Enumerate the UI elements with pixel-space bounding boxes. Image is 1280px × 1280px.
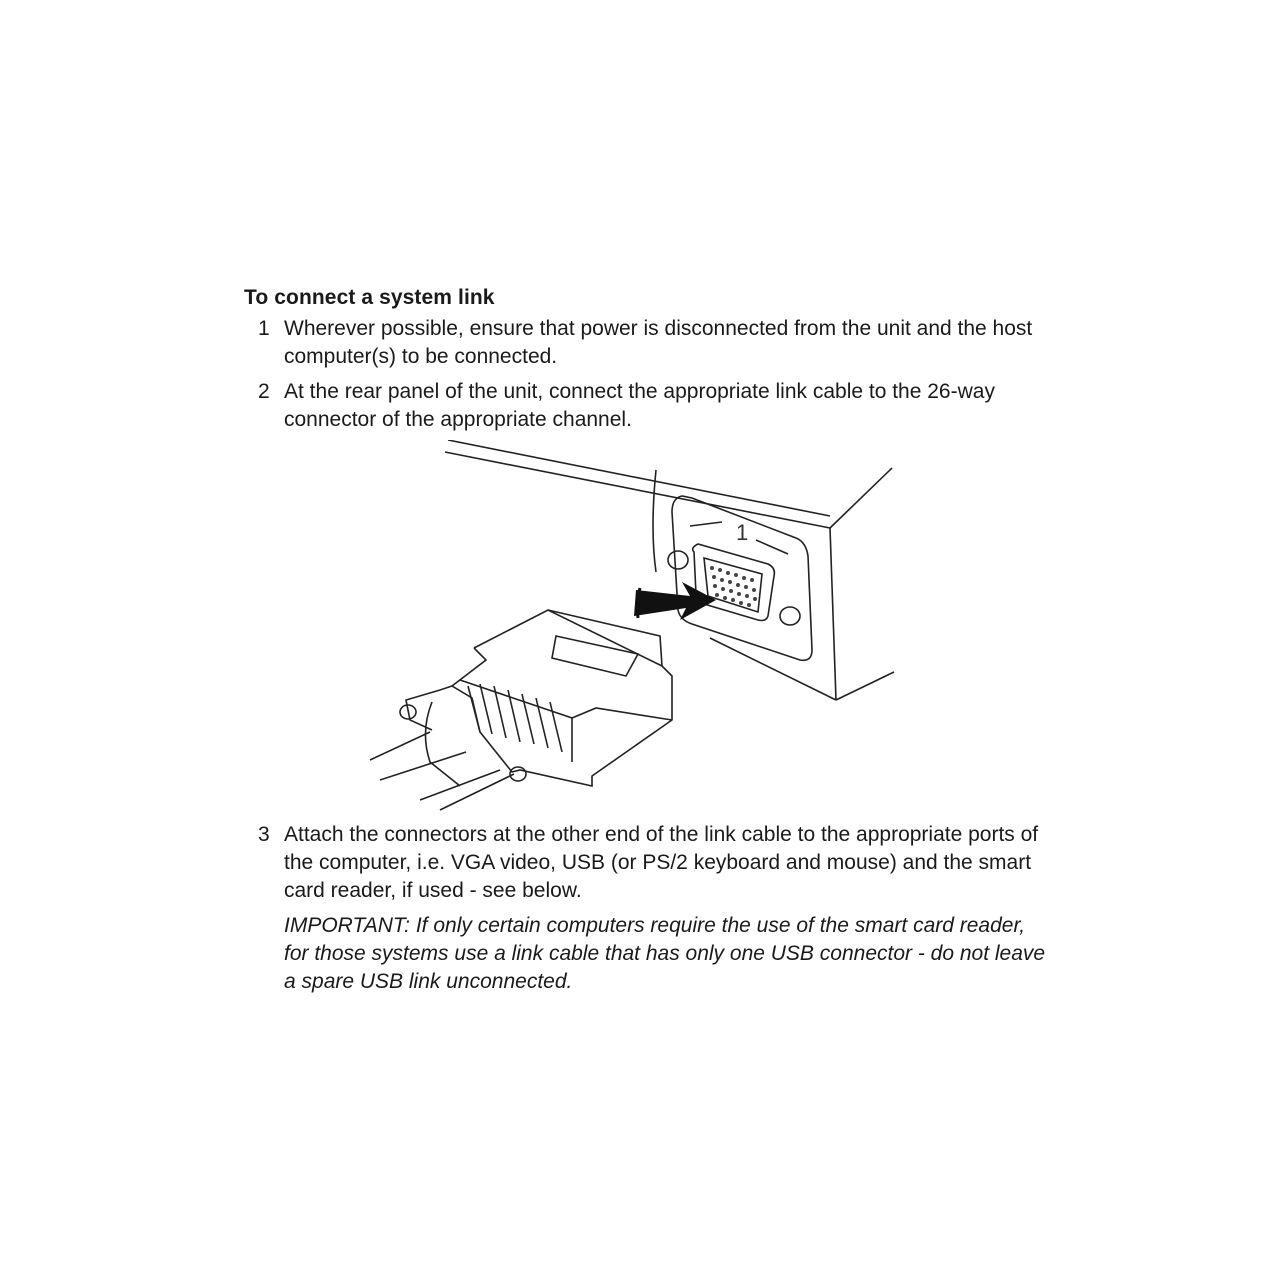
step-text: At the rear panel of the unit, connect the appropriate link cable to the 26-way connector of the appropriate channel. bbox=[284, 380, 995, 431]
step-text: Attach the connectors at the other end of the link cable to the appropriate ports of the computer, i.e. VGA video, USB (or PS/2 keyboard and mouse) and the smart card reader, if used - see below. bbox=[284, 823, 1039, 902]
important-note: IMPORTANT: If only certain computers require the use of the smart card reader, for those systems use a link cable that has only one USB connector - do not leave a spare USB link unconnected. bbox=[284, 914, 1046, 993]
step-number: 1 bbox=[258, 317, 270, 340]
plug-outline bbox=[406, 610, 672, 786]
port-screw-left bbox=[668, 551, 688, 569]
connector-illustration bbox=[360, 440, 920, 820]
plug-grip-ribs bbox=[468, 684, 562, 752]
port-shell bbox=[693, 544, 775, 621]
unit-top-edge bbox=[448, 440, 830, 516]
unit-bottom-edge bbox=[710, 638, 836, 700]
channel-label: 1 bbox=[736, 520, 749, 545]
cable-strand-2 bbox=[380, 752, 466, 780]
step-text: Wherever possible, ensure that power is disconnected from the unit and the host computer(s) to be connected. bbox=[284, 317, 1033, 368]
cable-strand-1 bbox=[370, 732, 430, 760]
step-number: 2 bbox=[258, 380, 270, 403]
unit-bottom-right bbox=[836, 672, 894, 700]
unit-top-right bbox=[830, 468, 892, 528]
plug-flange bbox=[452, 648, 486, 686]
label-bracket-right bbox=[756, 540, 788, 554]
cable-strand-3 bbox=[420, 770, 500, 800]
label-bracket-left bbox=[690, 522, 722, 526]
step-number: 3 bbox=[258, 823, 270, 846]
plug-label-area bbox=[552, 636, 638, 676]
plug-ridge-top bbox=[572, 708, 672, 720]
cable-top bbox=[425, 702, 460, 786]
unit-side-edge bbox=[830, 528, 836, 700]
section-heading: To connect a system link bbox=[244, 286, 495, 309]
unit-top-edge-inner bbox=[445, 452, 830, 528]
panel-left-edge bbox=[653, 470, 656, 572]
port-screw-right bbox=[780, 607, 800, 625]
